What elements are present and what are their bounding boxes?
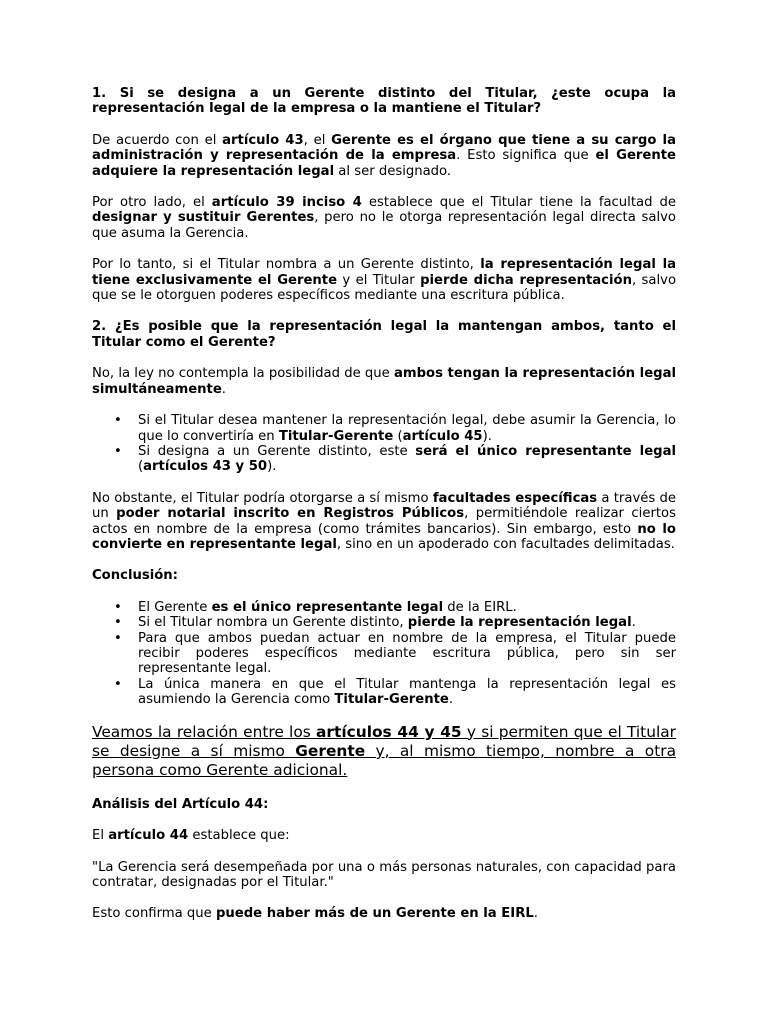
list-item: • La única manera en que el Titular mantenga la representación legal es asumiendo la Gerencia como Titular-Gerente. xyxy=(92,677,676,708)
question-1-heading: 1. Si se designa a un Gerente distinto del Titular, ¿este ocupa la representación legal de la empresa o la mantiene el Titular? xyxy=(92,86,676,117)
question-2-heading: 2. ¿Es posible que la representación legal la mantengan ambos, tanto el Titular como el Gerente? xyxy=(92,319,676,350)
article-44-heading: Análisis del Artículo 44: xyxy=(92,796,269,812)
intro-underlined-paragraph: Veamos la relación entre los artículos 44 y 45 y si permiten que el Titular se designe a sí mismo Gerente y, al mismo tiempo, nombre a otra persona como Gerente adicional. xyxy=(92,722,677,780)
conclusion-heading: Conclusión: xyxy=(92,568,178,584)
document-body xyxy=(92,86,676,922)
list-item: • El Gerente es el único representante legal de la EIRL. xyxy=(92,600,676,615)
paragraph: Esto confirma que puede haber más de un Gerente en la EIRL. xyxy=(92,906,538,922)
paragraph: No obstante, el Titular podría otorgarse a sí mismo facultades específicas a través de un poder notarial inscrito en Registros Públicos, permitiéndole realizar ciertos actos en nombre de la empresa (como trámites bancarios). Sin embargo, esto no lo convierte en representante legal, sino en un apoderado con facultades delimitadas. xyxy=(92,490,676,552)
conclusion-list xyxy=(92,600,676,708)
list-item: • Si designa a un Gerente distinto, este será el único representante legal (artículos 43 y 50). xyxy=(92,444,676,475)
paragraph: De acuerdo con el artículo 43, el Gerente es el órgano que tiene a su cargo la administración y representación de la empresa. Esto significa que el Gerente adquiere la representación legal al ser designado. xyxy=(92,132,676,179)
paragraph: No, la ley no contempla la posibilidad de que ambos tengan la representación legal simultáneamente. xyxy=(92,366,677,397)
list-item: • Si el Titular nombra un Gerente distinto, pierde la representación legal. xyxy=(92,615,676,630)
paragraph: Por lo tanto, si el Titular nombra a un Gerente distinto, la representación legal la tiene exclusivamente el Gerente y el Titular pierde dicha representación, salvo que se le otorguen poderes específicos mediante una escritura pública. xyxy=(92,257,677,304)
paragraph: El artículo 44 establece que: xyxy=(92,828,290,844)
article-quote: "La Gerencia será desempeñada por una o más personas naturales, con capacidad para contratar, designadas por el Titular." xyxy=(92,859,676,891)
list-item: • Para que ambos puedan actuar en nombre de la empresa, el Titular puede recibir poderes específicos mediante escritura pública, pero sin ser representante legal. xyxy=(92,631,676,677)
bullet-list xyxy=(92,413,676,475)
list-item: • Si el Titular desea mantener la representación legal, debe asumir la Gerencia, lo que lo convertiría en Titular-Gerente (artículo 45). xyxy=(92,413,676,444)
paragraph: Por otro lado, el artículo 39 inciso 4 establece que el Titular tiene la facultad de designar y sustituir Gerentes, pero no le otorga representación legal directa salvo que asuma la Gerencia. xyxy=(92,195,676,241)
